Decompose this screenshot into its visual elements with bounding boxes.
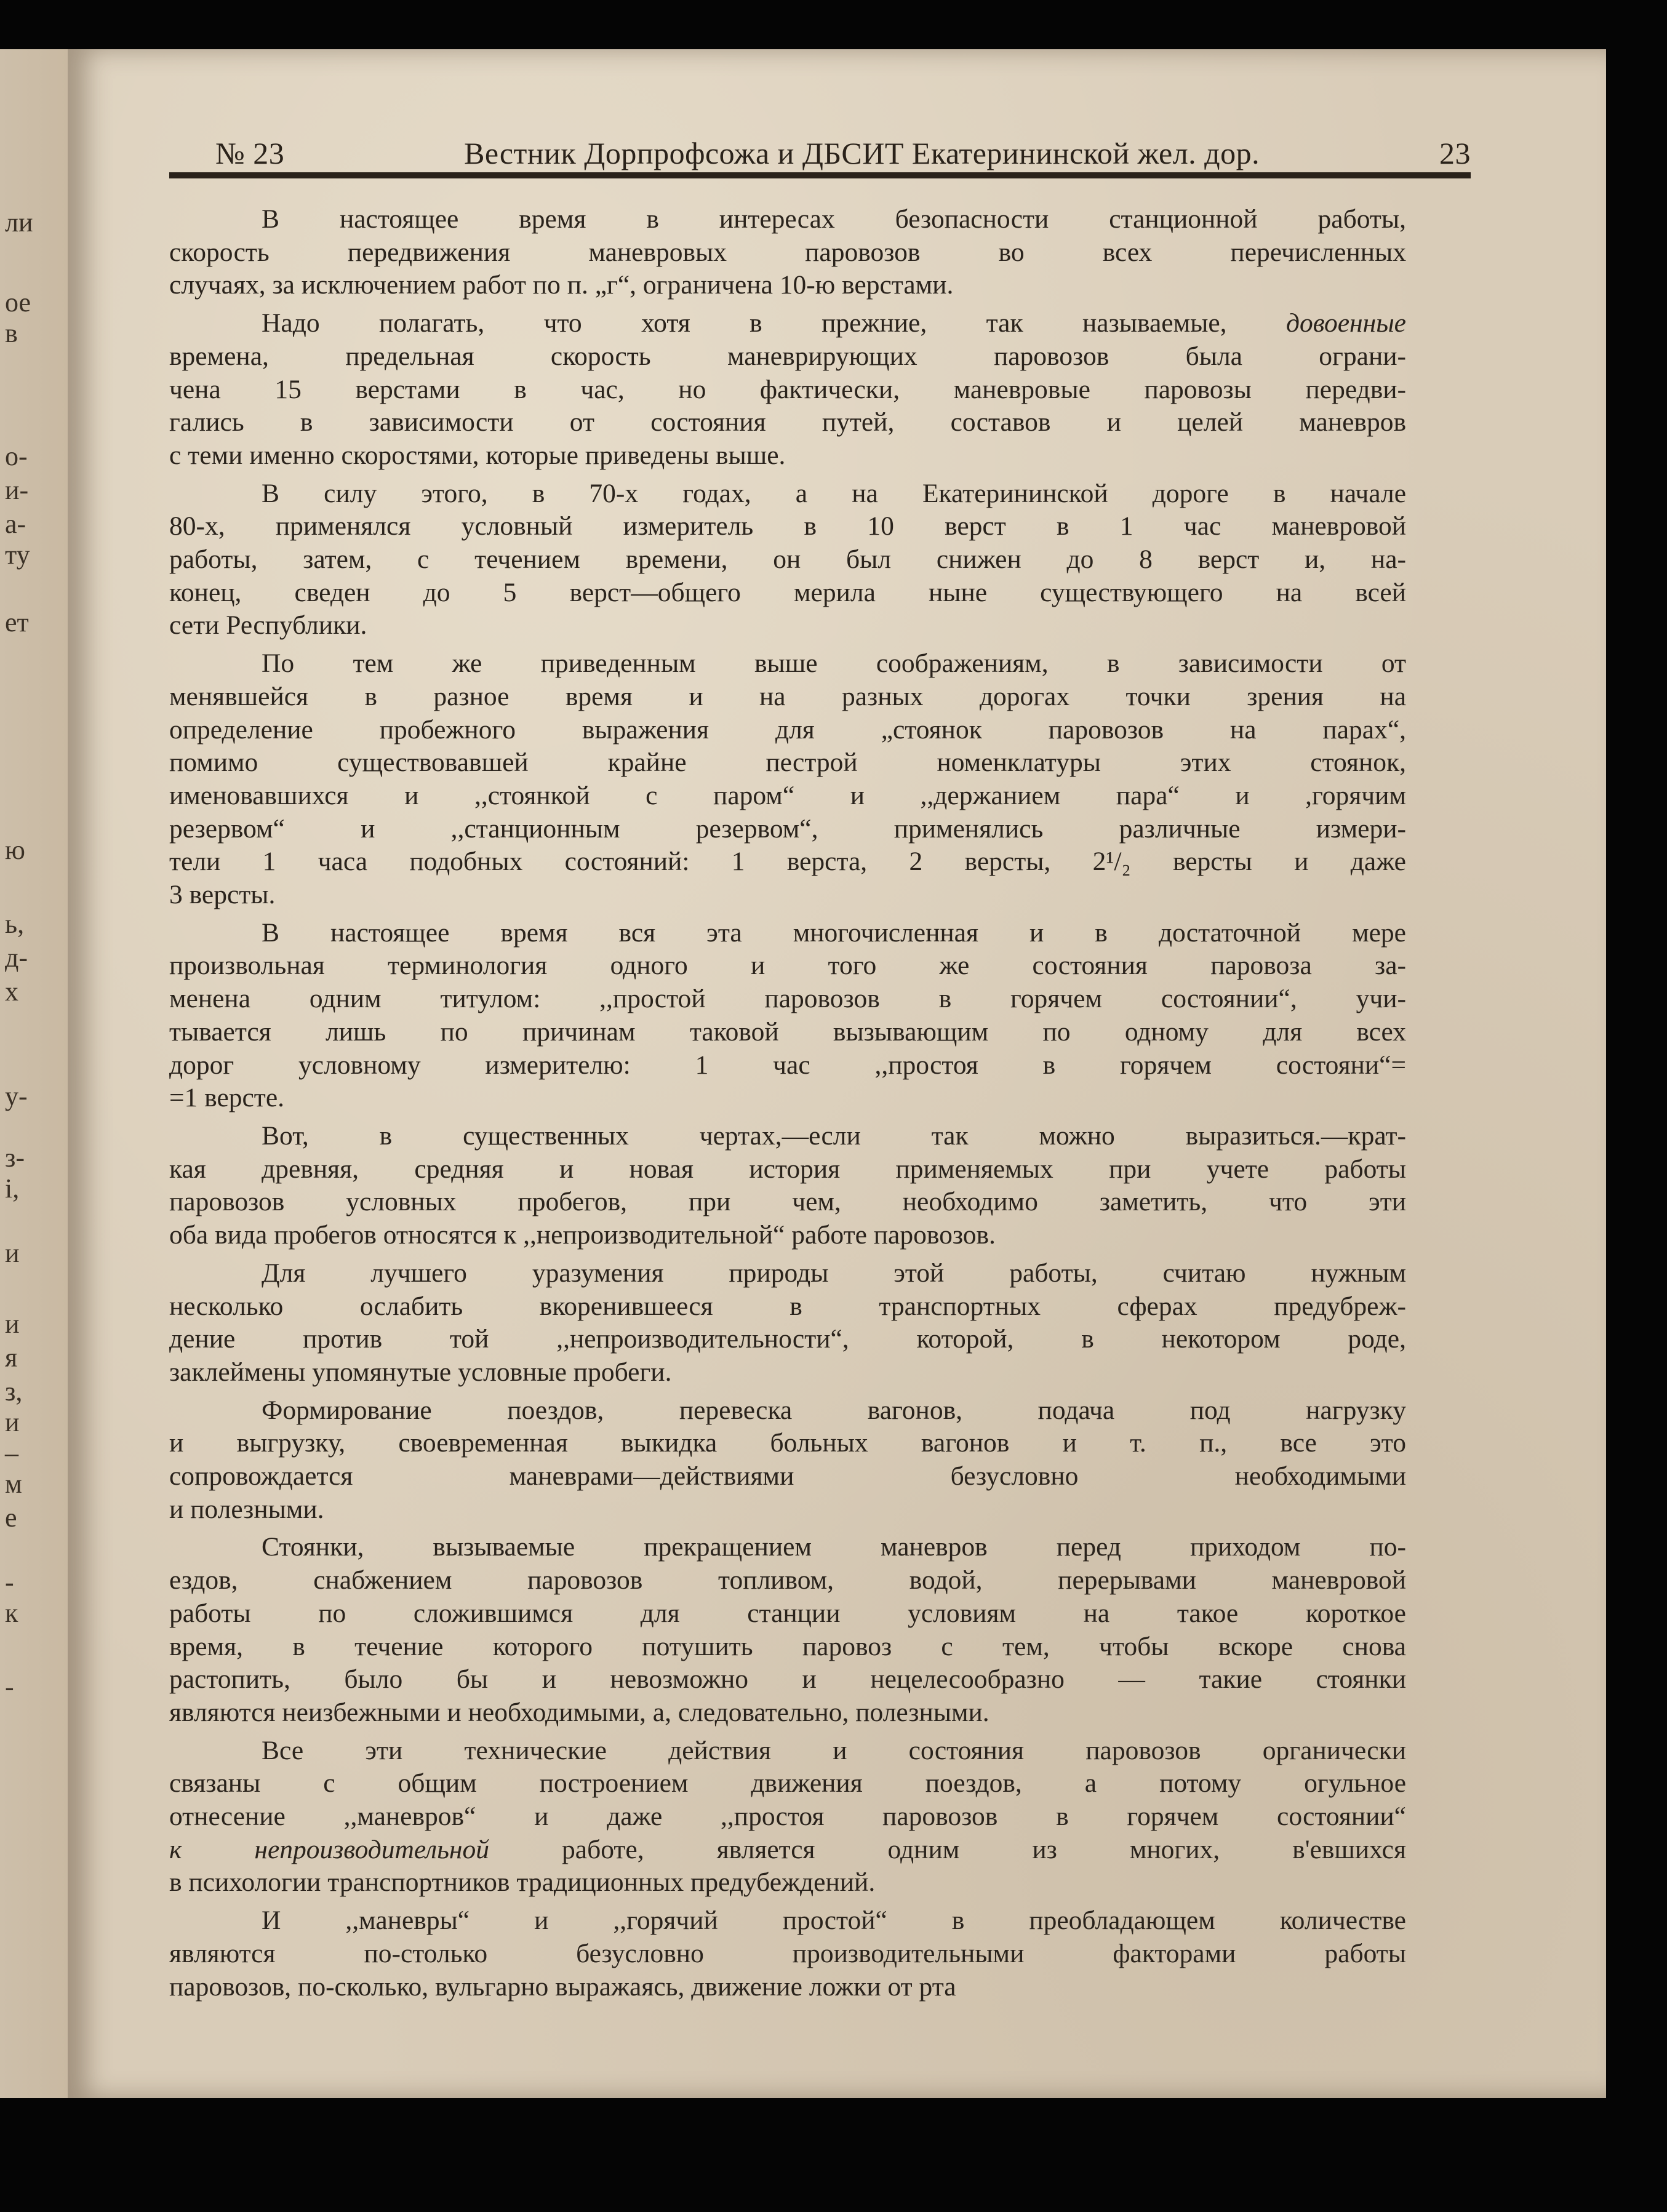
text-line: в психологии транспортников традиционных предубеждений.: [169, 1867, 876, 1898]
paragraph: [169, 917, 1406, 1115]
left-page-fragment: я: [5, 1343, 18, 1373]
paragraph: [169, 1904, 1406, 2003]
left-page-fragment: е: [5, 1503, 17, 1533]
left-page-fragment: и: [5, 1309, 20, 1339]
text-line: менявшейся в разное время и на разных дорогах точки зрения на: [169, 681, 1406, 711]
text-line: и выгрузку, своевременная выкидка больных вагонов и т. п., все это: [169, 1428, 1406, 1458]
paragraph: [169, 307, 1406, 473]
header-rule: [169, 172, 1471, 178]
text-line: Вот, в существенных чертах,—если так можно выразиться.—крат-: [262, 1120, 1406, 1151]
left-page-fragment: ое: [5, 287, 31, 317]
text-line: несколько ослабить вкоренившееся в транспортных сферах предубреж-: [169, 1291, 1406, 1321]
page-number: 23: [1439, 136, 1471, 170]
running-header: [215, 135, 1471, 171]
text-line: являются неизбежными и необходимыми, а, следовательно, полезными.: [169, 1697, 989, 1727]
left-page-fragment: м: [5, 1469, 22, 1499]
text-line: время, в течение которого потушить паровоз с тем, чтобы вскоре снова: [169, 1631, 1406, 1661]
text-line: отнесение ,,маневров“ и даже ,,простоя паровозов в горячем состоянии“: [169, 1802, 1406, 1832]
left-page-fragment: і,: [5, 1173, 20, 1204]
text-line: паровозов условных пробегов, при чем, необходимо заметить, что эти: [169, 1187, 1406, 1217]
paragraph: [169, 477, 1406, 643]
text-line: и полезными.: [169, 1494, 324, 1524]
paragraph: [169, 1394, 1406, 1527]
text-line: дорог условному измерителю: 1 час ,,простоя в горячем состояни“=: [169, 1050, 1406, 1080]
text-line: с теми именно скоростями, которые приведены выше.: [169, 440, 786, 470]
left-page-fragment: х: [5, 976, 18, 1007]
text-line: оба вида пробегов относятся к ,,непроизводительной“ работе паровозов.: [169, 1220, 996, 1250]
text-line: тели 1 часа подобных состояний: 1 верста, 2 версты, 2¹/₂ версты и даже: [169, 847, 1406, 877]
text-line: менена одним титулом: ,,простой паровозов в горячем состоянии“, учи-: [169, 984, 1406, 1014]
issue-number: № 23: [215, 136, 285, 170]
text-line: резервом“ и ,,станционным резервом“, применялись различные измери-: [169, 813, 1406, 844]
left-page-fragment: и: [5, 1238, 20, 1268]
text-line: В силу этого, в 70-х годах, а на Екатерининской дороге в начале: [262, 478, 1406, 508]
page: [68, 49, 1606, 2098]
text-line: произвольная терминология одного и того же состояния паровоза за-: [169, 951, 1406, 981]
paragraph: [169, 1257, 1406, 1389]
left-page-fragment: –: [5, 1438, 18, 1468]
text-line: паровозов, по-сколько, вульгарно выражаясь, движение ложки от рта: [169, 1971, 956, 2002]
text-line: 80-х, применялся условный измеритель в 10 верст в 1 час маневровой: [169, 511, 1406, 541]
journal-title: Вестник Дорпрофсожа и ДБСИТ Екатерининской жел. дор.: [464, 136, 1260, 170]
left-page-fragment: -: [5, 1672, 14, 1702]
left-page-fragment: з,: [5, 1376, 23, 1407]
text-line: связаны с общим построением движения поездов, а потому огульное: [169, 1768, 1406, 1799]
text-line: конец, сведен до 5 верст—общего мерила ныне существующего на всей: [169, 577, 1406, 607]
left-page-fragment: з-: [5, 1143, 25, 1173]
text-line: 3 версты.: [169, 880, 276, 910]
paragraph: [169, 1120, 1406, 1252]
text-line: ездов, снабжением паровозов топливом, водой, перерывами маневровой: [169, 1565, 1406, 1595]
text-line: сети Республики.: [169, 610, 367, 641]
left-page-fragment: и: [5, 1407, 20, 1437]
text-line: помимо существовавшей крайне пестрой номенклатуры этих стоянок,: [169, 748, 1406, 778]
text-line: времена, предельная скорость маневрирующих паровозов была ограни-: [169, 341, 1406, 371]
left-page-fragment: -: [5, 1567, 14, 1597]
left-page-fragment: и-: [5, 475, 29, 505]
italic-term: к непроизводительной: [169, 1834, 489, 1864]
text-line: Для лучшего уразумения природы этой работы, считаю нужным: [262, 1258, 1406, 1288]
text-line: к непроизводительной работе, является одним из многих, в'евшихся: [169, 1834, 1406, 1864]
text-line: В настоящее время вся эта многочисленная и в достаточной мере: [262, 917, 1406, 948]
text-line: сопровождается маневрами—действиями безусловно необходимыми: [169, 1461, 1406, 1491]
text-line: гались в зависимости от состояния путей, составов и целей маневров: [169, 407, 1406, 437]
paragraph: [169, 647, 1406, 912]
left-page-fragment: у-: [5, 1081, 28, 1111]
paragraph: [169, 203, 1406, 302]
left-page-fragment: ю: [5, 835, 25, 865]
text-line: тывается лишь по причинам таковой вызывающим по одному для всех: [169, 1016, 1406, 1047]
text-line: именовавшихся и ,,стоянкой с паром“ и ,,держанием пара“ и ,горячим: [169, 780, 1406, 810]
paragraph: [169, 1531, 1406, 1729]
body-text: [169, 203, 1406, 2008]
left-page-fragment: ь,: [5, 909, 25, 939]
text-line: работы, затем, с течением времени, он был снижен до 8 верст и, на-: [169, 545, 1406, 575]
text-line: скорость передвижения маневровых паровозов во всех перечисленных: [169, 237, 1406, 267]
text-line: Формирование поездов, перевеска вагонов, подача под нагрузку: [262, 1395, 1406, 1425]
left-page-fragment: к: [5, 1598, 18, 1628]
text-line: определение пробежного выражения для „стоянок паровозов на парах“,: [169, 714, 1406, 745]
text-line: кая древняя, средняя и новая история применяемых при учете работы: [169, 1154, 1406, 1184]
text-line: дение против той ,,непроизводительности“, которой, в некотором роде,: [169, 1324, 1406, 1354]
left-page-fragment: о-: [5, 441, 28, 471]
text-line: являются по-столько безусловно производительными факторами работы: [169, 1938, 1406, 1968]
text-line: Стоянки, вызываемые прекращением маневров перед приходом по-: [262, 1532, 1406, 1562]
left-page-fragment: д-: [5, 943, 28, 973]
left-page-fragment: ли: [5, 207, 33, 238]
left-page-fragment: в: [5, 318, 18, 348]
text-line: Надо полагать, что хотя в прежние, так называемые, довоенные: [262, 308, 1406, 338]
text-line: чена 15 верстами в час, но фактически, маневровые паровозы передви-: [169, 374, 1406, 404]
left-page-fragment: ет: [5, 607, 29, 637]
paragraph: [169, 1735, 1406, 1900]
text-line: Все эти технические действия и состояния паровозов органически: [262, 1735, 1406, 1765]
text-line: случаях, за исключением работ по п. „г“, ограничена 10-ю верстами.: [169, 270, 954, 300]
text-line: По тем же приведенным выше соображениям, в зависимости от: [262, 649, 1406, 679]
text-line: =1 версте.: [169, 1083, 284, 1113]
text-line: работы по сложившимся для станции условиям на такое короткое: [169, 1598, 1406, 1628]
italic-term: довоенные: [1285, 308, 1406, 338]
text-line: И ,,маневры“ и ,,горячий простой“ в преобладающем количестве: [262, 1906, 1406, 1936]
text-line: В настоящее время в интересах безопасности станционной работы,: [262, 204, 1406, 234]
text-line: заклеймены упомянутые условные пробеги.: [169, 1357, 672, 1387]
left-page-fragment: ту: [5, 540, 30, 570]
left-page-fragment: а-: [5, 509, 26, 539]
text-line: растопить, было бы и невозможно и нецелесообразно — такие стоянки: [169, 1664, 1406, 1695]
